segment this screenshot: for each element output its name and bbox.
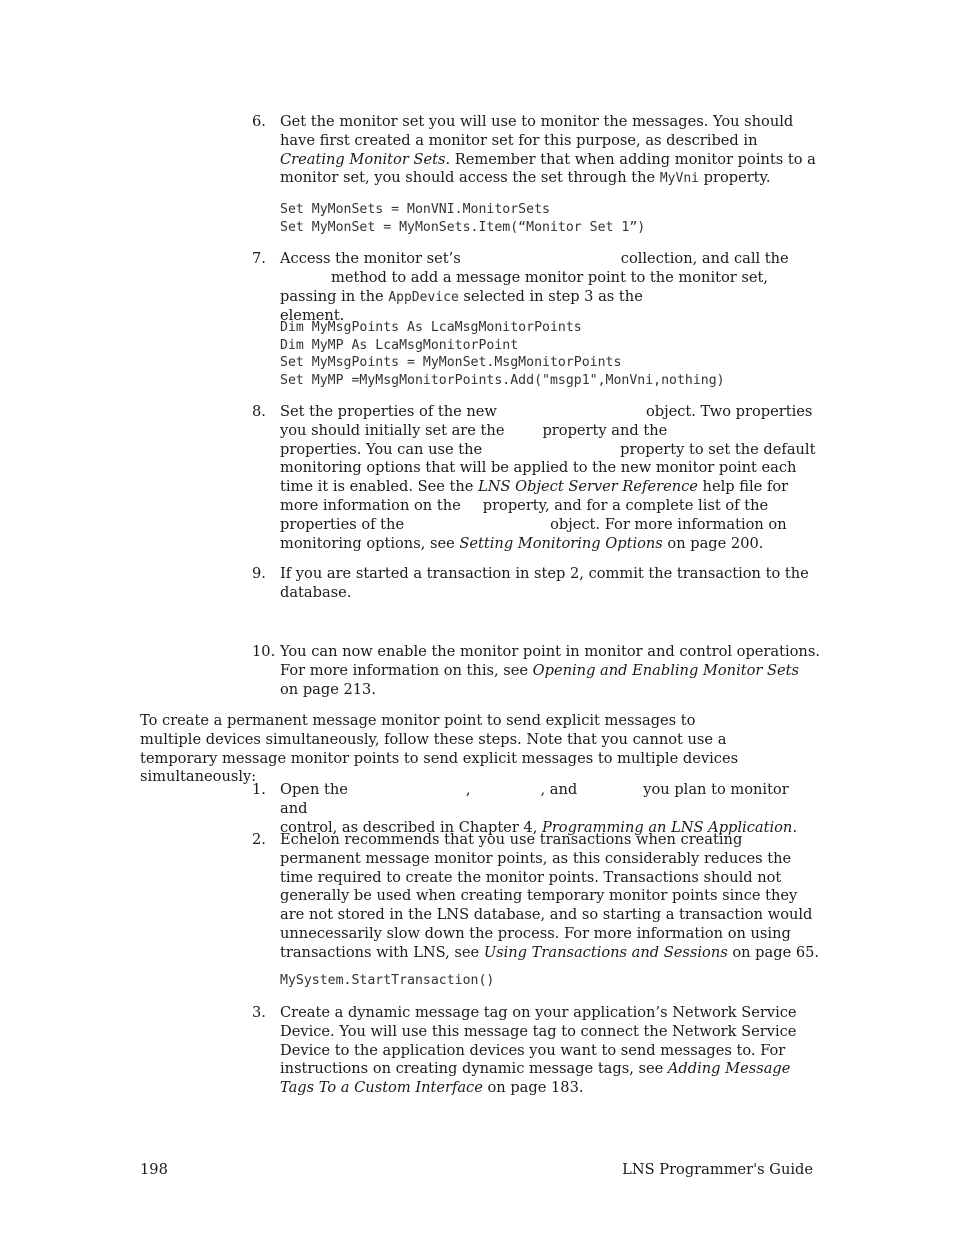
step-9-text: If you are started a transaction in step 2, commit the transaction to the database. [280, 565, 809, 601]
step-b2-text: Echelon recommends that you use transactions when creating permanent message monitor points, as this considerably reduces the time required to create the monitor points. Transactions should not generally be used when creating temporary monitor points since they are not stored in the LNS database, and so starting a transaction would unnecessarily slow down the process. For more information on using transactions with LNS, see Using Transactions and Sessions on page 65. [280, 831, 820, 961]
xref-link: Using Transactions and Sessions [483, 943, 728, 961]
step-number: 9. [252, 565, 266, 582]
xref-link: Adding Message Tags To a Custom Interface [280, 1060, 791, 1097]
code-block: Dim MyMsgPoints As LcaMsgMonitorPoints Dim MyMP As LcaMsgMonitorPoint Set MyMsgPoints = MyMonSet.MsgMonitorPoints Set MyMP =MyMsgMonitorPoints.Add("msgp1",MonVni,nothing) [280, 320, 725, 388]
step-10-text: You can now enable the monitor point in monitor and control operations. For more information on this, see Opening and Enabling Monitor Sets on page 213. [280, 643, 820, 698]
xref-link: Setting Monitoring Options [459, 534, 663, 552]
code-block: Set MyMonSets = MonVNI.MonitorSets Set MyMonSet = MyMonSets.Item(“Monitor Set 1”) [280, 202, 646, 235]
step-number: 6. [252, 113, 266, 130]
step-number: 3. [252, 1004, 266, 1021]
step-number: 10. [252, 643, 276, 660]
step-number: 1. [252, 781, 266, 798]
xref-link: Programming an LNS Application [542, 818, 793, 836]
guide-title: LNS Programmer's Guide [622, 1161, 813, 1178]
step-8-text: Set the properties of the new object. Two properties you should initially set are the property and the properties. You can use the property to set the default monitoring options that will be applied to the new monitor point each time it is enabled. See the LNS Object Server Reference help file for more information on the property, and for a complete list of the properties of the object. For more information on monitoring options, see Setting Monitoring Options on page 200. [280, 403, 816, 552]
xref-link: Opening and Enabling Monitor Sets [532, 661, 799, 679]
inline-code: MyVni [659, 171, 699, 187]
intro-paragraph: To create a permanent message monitor point to send explicit messages to multiple devices simultaneously, follow these steps. Note that you cannot use a temporary message monitor points to send explicit messages to multiple devices simultaneously: [140, 712, 739, 786]
xref-link: LNS Object Server Reference [478, 478, 698, 496]
xref-link: Creating Monitor Sets [280, 150, 446, 168]
step-6-text: Get the monitor set you will use to monitor the messages. You should have first created a monitor set for this purpose, as described in Creating Monitor Sets. Remember that when adding monitor points to a monitor set, you should access the set through the MyVni property. [280, 113, 816, 187]
page-number: 198 [140, 1161, 168, 1178]
step-number: 7. [252, 250, 266, 267]
code-block: MySystem.StartTransaction() [280, 973, 495, 988]
step-number: 8. [252, 403, 266, 420]
step-b1-text: Open the , , and you plan to monitor and control, as described in Chapter 4, Programming an LNS Application. [280, 781, 797, 836]
step-7-text: Access the monitor set’s collection, and call the method to add a message monitor point to the monitor set, passing in the AppDevice selected in step 3 as theelement. [280, 250, 789, 325]
step-number: 2. [252, 831, 266, 848]
step-b3-text: Create a dynamic message tag on your application’s Network Service Device. You will use this message tag to connect the Network Service Device to the application devices you want to send messages to. For instructions on creating dynamic message tags, see Adding Message Tags To a Custom Interface on page 183. [280, 1004, 797, 1097]
inline-code: AppDevice [388, 289, 459, 305]
